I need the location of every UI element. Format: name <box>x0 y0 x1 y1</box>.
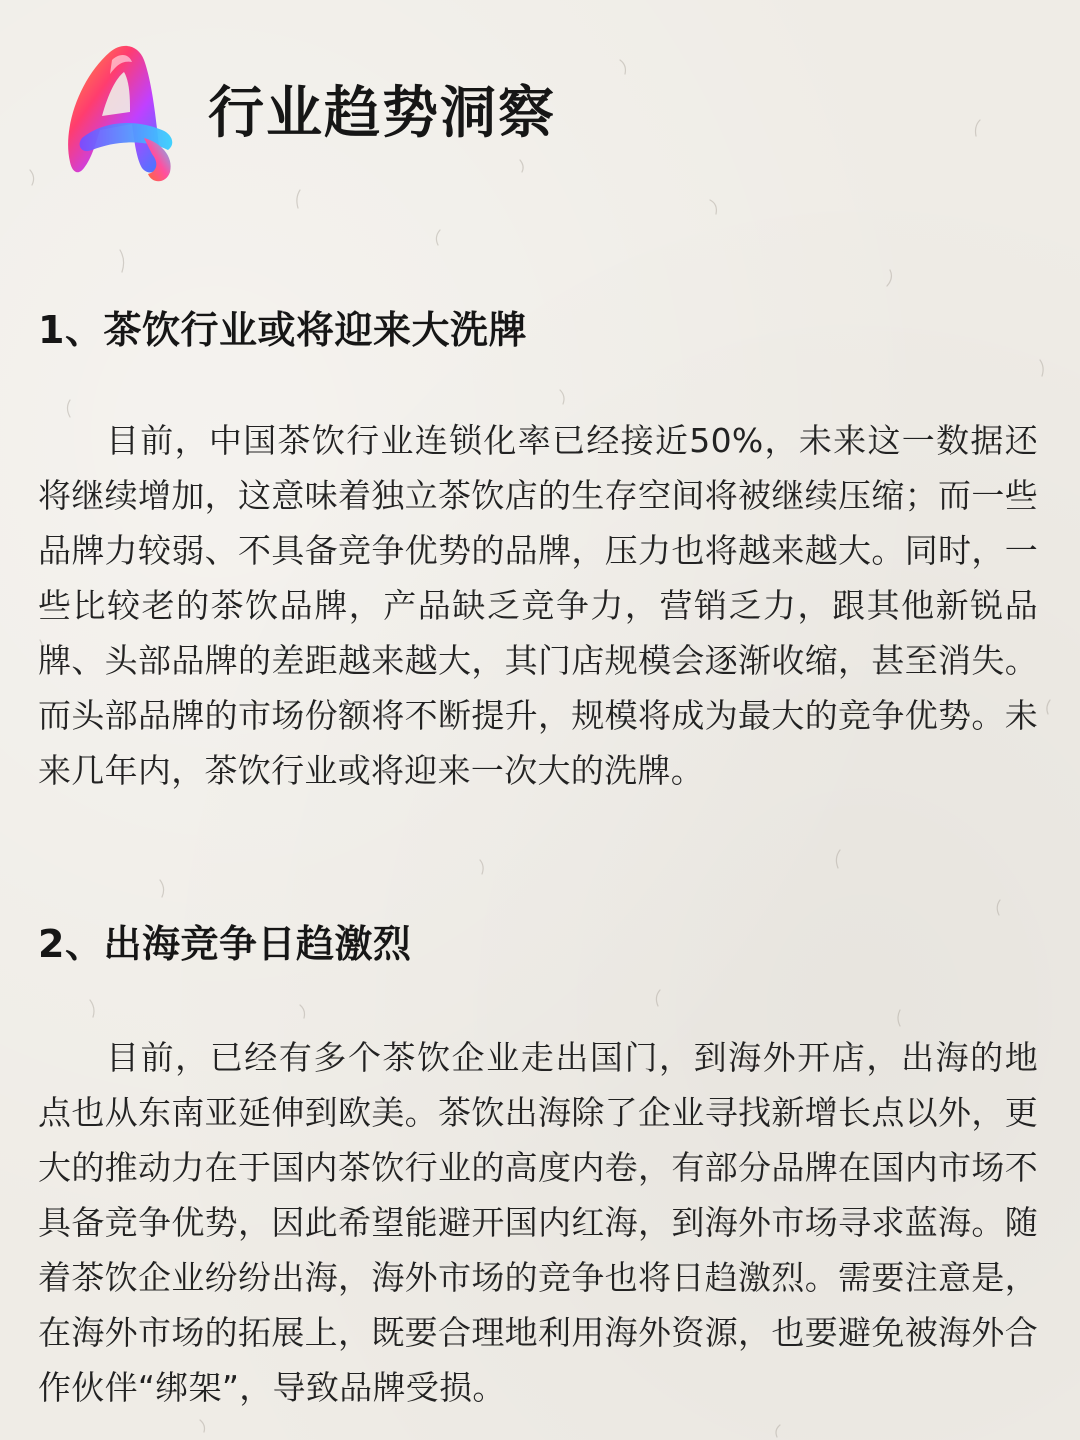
section-heading-overseas-competition: 2、出海竞争日趋激烈 <box>38 922 412 966</box>
page-title: 行业趋势洞察 <box>208 81 556 146</box>
section-heading-industry-reshuffle: 1、茶饮行业或将迎来大洗牌 <box>38 308 527 352</box>
section-body-overseas-competition: 目前，已经有多个茶饮企业走出国门，到海外开店，出海的地点也从东南亚延伸到欧美。茶饮出海除了企业寻找新增长点以外，更大的推动力在于国内茶饮行业的高度内卷，有部分品牌在国内市场不具备竞争优势，因此希望能避开国内红海，到海外市场寻求蓝海。随着茶饮企业纷纷出海，海外市场的竞争也将日趋激烈。需要注意是，在海外市场的拓展上，既要合理地利用海外资源，也要避免被海外合作伙伴“绑架”，导致品牌受损。 <box>38 1038 1038 1407</box>
section-body-industry-reshuffle: 目前，中国茶饮行业连锁化率已经接近50%，未来这一数据还将继续增加，这意味着独立茶饮店的生存空间将被继续压缩；而一些品牌力较弱、不具备竞争优势的品牌，压力也将越来越大。同时，一些比较老的茶饮品牌，产品缺乏竞争力，营销乏力，跟其他新锐品牌、头部品牌的差距越来越大，其门店规模会逐渐收缩，甚至消失。而头部品牌的市场份额将不断提升，规模将成为最大的竞争优势。未来几年内，茶饮行业或将迎来一次大的洗牌。 <box>38 421 1038 790</box>
gradient-letter-a-logo-icon <box>52 38 182 186</box>
